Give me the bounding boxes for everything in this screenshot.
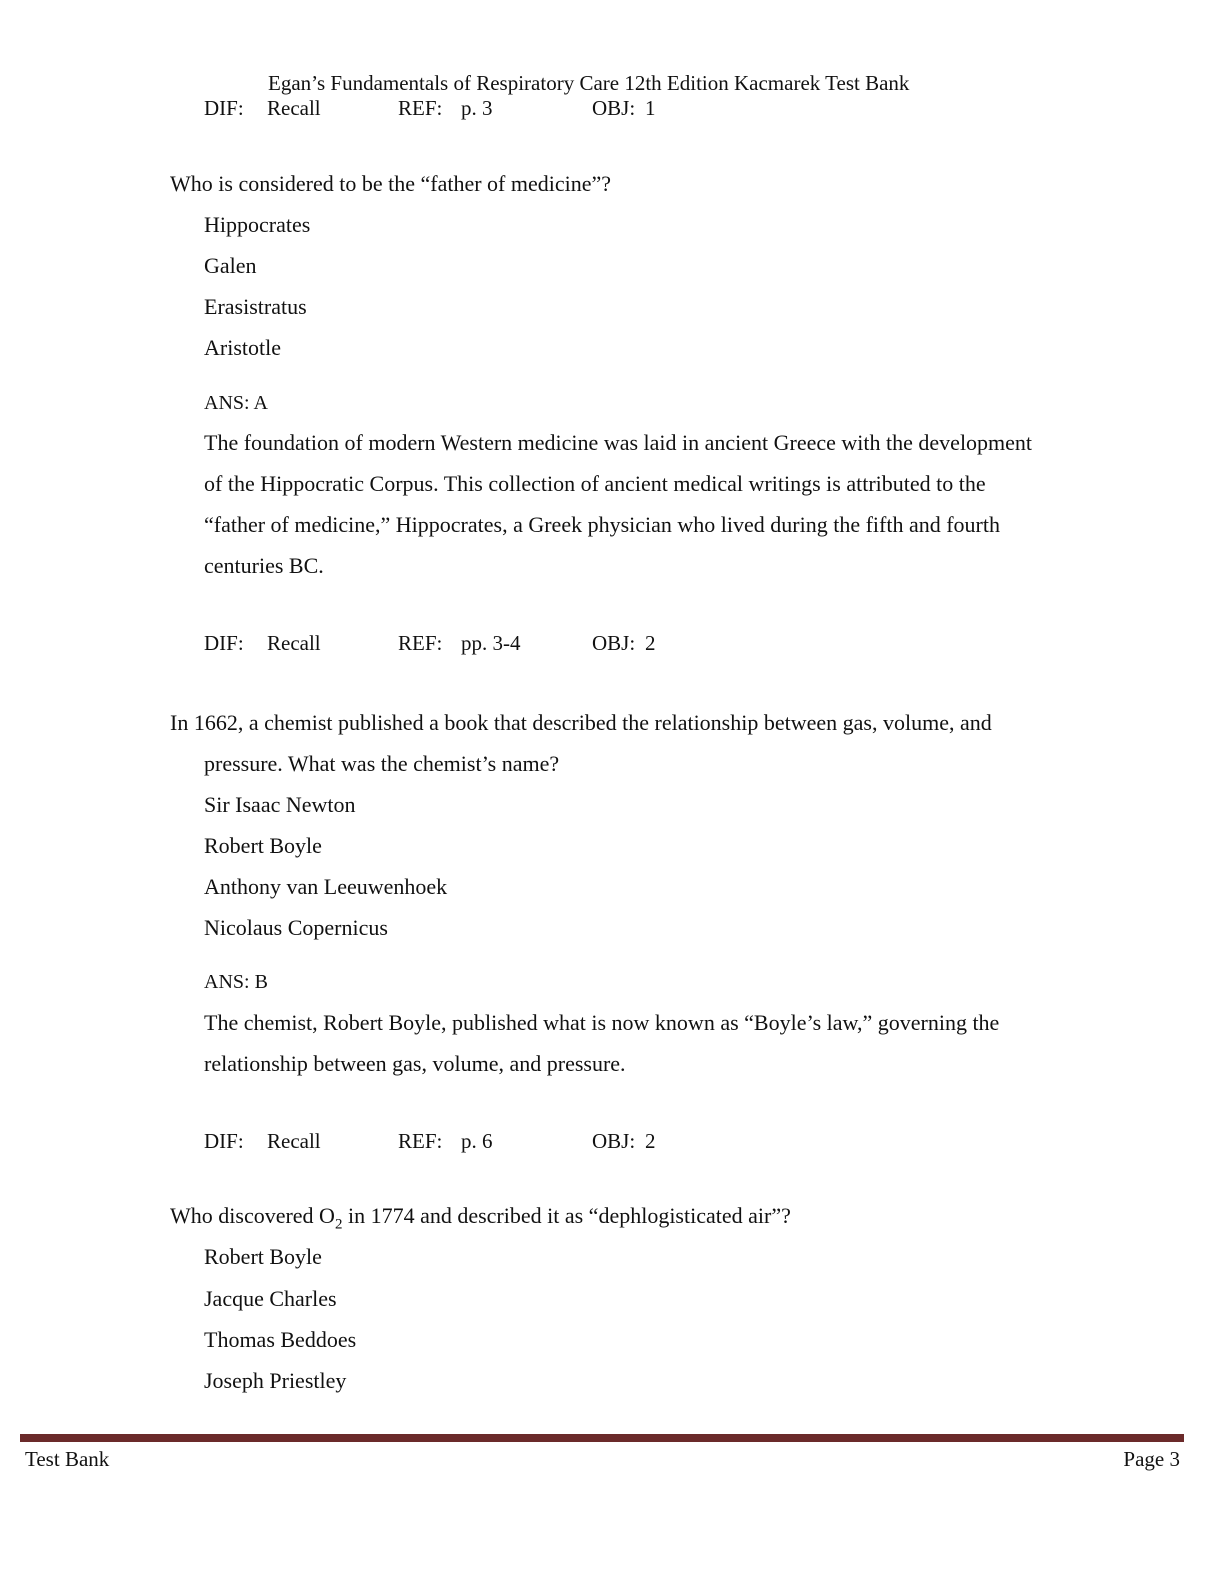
dif-label: DIF: (204, 631, 244, 655)
q2-explanation-line: The chemist, Robert Boyle, published what is now known as “Boyle’s law,” governing the (204, 1010, 1000, 1035)
obj-value: 2 (645, 631, 656, 655)
q1-option-b: Galen (204, 253, 257, 278)
q1-explanation-line: of the Hippocratic Corpus. This collection of ancient medical writings is attributed to the (204, 471, 986, 496)
q1-answer: ANS: A (204, 392, 268, 414)
q1-option-c: Erasistratus (204, 294, 307, 319)
q1-option-d: Aristotle (204, 335, 281, 360)
ref-label: REF: (398, 631, 443, 655)
dif-value: Recall (267, 631, 321, 655)
question-1: Who is considered to be the “father of medicine”? (170, 171, 612, 196)
ref-label: REF: (398, 96, 443, 120)
page-number: Page 3 (1123, 1447, 1180, 1471)
q3-option-c: Thomas Beddoes (204, 1327, 357, 1352)
q2-explanation-line: relationship between gas, volume, and pressure. (204, 1051, 626, 1076)
question-2-continued: pressure. What was the chemist’s name? (204, 751, 560, 776)
footer-left-text: Test Bank (25, 1447, 110, 1471)
dif-value: Recall (267, 1129, 321, 1153)
footer-rule (20, 1434, 1184, 1442)
obj-value: 1 (645, 96, 656, 120)
q2-option-a: Sir Isaac Newton (204, 792, 356, 817)
obj-label: OBJ: (592, 96, 636, 120)
q3-option-a: Robert Boyle (204, 1244, 322, 1269)
q1-explanation-line: “father of medicine,” Hippocrates, a Greek physician who lived during the fifth and fourth (204, 512, 1000, 537)
q3-option-d: Joseph Priestley (204, 1368, 347, 1393)
q2-answer: ANS: B (204, 971, 268, 993)
obj-value: 2 (645, 1129, 656, 1153)
question-3-text-pre: Who discovered O (170, 1203, 335, 1228)
q2-option-c: Anthony van Leeuwenhoek (204, 874, 448, 899)
ref-value: p. 6 (461, 1129, 493, 1153)
dif-label: DIF: (204, 96, 244, 120)
document-title: Egan’s Fundamentals of Respiratory Care 12th Edition Kacmarek Test Bank (268, 71, 910, 95)
q2-option-d: Nicolaus Copernicus (204, 915, 388, 940)
q2-option-b: Robert Boyle (204, 833, 322, 858)
ref-label: REF: (398, 1129, 443, 1153)
question-3-text-post: in 1774 and described it as “dephlogisticated air”? (342, 1203, 791, 1228)
question-2: In 1662, a chemist published a book that described the relationship between gas, volume, and (170, 710, 992, 735)
dif-value: Recall (267, 96, 321, 120)
q1-option-a: Hippocrates (204, 212, 311, 237)
q1-explanation-line: centuries BC. (204, 553, 324, 578)
obj-label: OBJ: (592, 1129, 636, 1153)
ref-value: p. 3 (461, 96, 493, 120)
q1-explanation-line: The foundation of modern Western medicine was laid in ancient Greece with the development (204, 430, 1033, 455)
ref-value: pp. 3-4 (461, 631, 521, 655)
q3-option-b: Jacque Charles (204, 1286, 337, 1311)
question-3-subscript: 2 (334, 1216, 343, 1233)
dif-label: DIF: (204, 1129, 244, 1153)
obj-label: OBJ: (592, 631, 636, 655)
question-3 (170, 1203, 791, 1233)
